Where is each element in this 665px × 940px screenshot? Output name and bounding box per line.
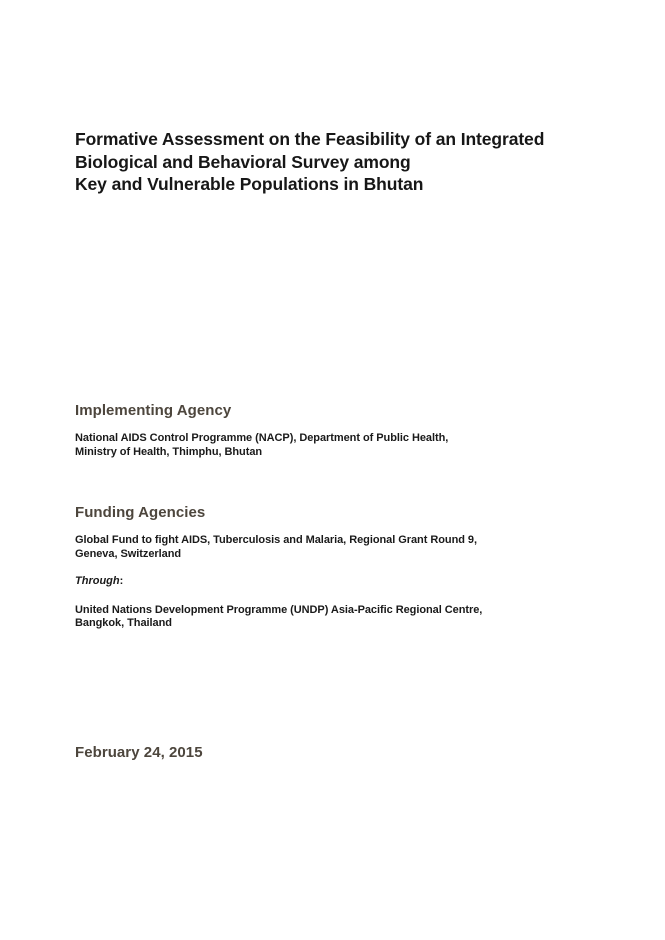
funding-agencies-body <box>75 522 595 561</box>
through-colon: : <box>119 575 124 588</box>
page-title-line-3: Key and Vulnerable Populations in Bhutan <box>75 174 424 194</box>
funding-agencies-section <box>75 503 595 631</box>
implementing-agency-section <box>75 401 595 459</box>
date-section <box>75 743 595 762</box>
implementing-agency-body <box>75 420 595 459</box>
through-word: Through <box>75 575 120 588</box>
funding-agencies-body-line-1: Global Fund to fight AIDS, Tuberculosis and Malaria, Regional Grant Round 9, <box>75 534 477 546</box>
implementing-agency-heading: Implementing Agency <box>75 402 232 419</box>
funding-agencies-heading: Funding Agencies <box>75 504 206 521</box>
publication-date: February 24, 2015 <box>75 744 203 761</box>
funding-agencies-body-line-2: Geneva, Switzerland <box>75 547 182 560</box>
page-title-line-1: Formative Assessment on the Feasibility of an Integrated <box>75 129 545 149</box>
through-agency-body <box>75 589 595 631</box>
through-label <box>75 561 595 589</box>
page-title <box>75 128 585 196</box>
through-agency-body-line-1: United Nations Development Programme (UNDP) Asia-Pacific Regional Centre, <box>75 603 483 616</box>
implementing-agency-body-line-2: Ministry of Health, Thimphu, Bhutan <box>75 445 263 458</box>
implementing-agency-body-line-1: National AIDS Control Programme (NACP), Department of Public Health, <box>75 432 449 444</box>
page-title-line-2: Biological and Behavioral Survey among <box>75 151 411 172</box>
through-agency-body-line-2: Bangkok, Thailand <box>75 617 172 630</box>
